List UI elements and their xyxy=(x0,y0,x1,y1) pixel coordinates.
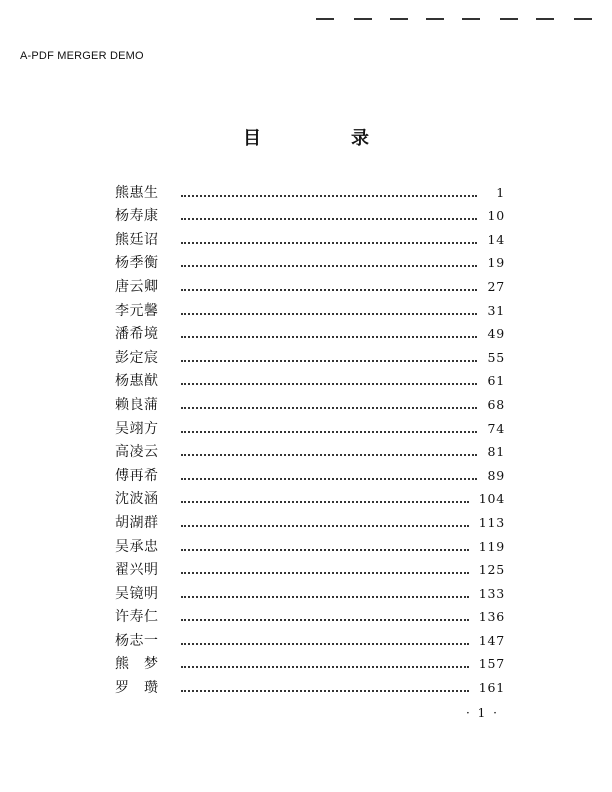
toc-entry xyxy=(115,296,505,320)
toc-entry-name: 杨志一 xyxy=(115,632,159,649)
toc-entry-name: 熊惠生 xyxy=(115,184,159,201)
toc-entry xyxy=(115,508,505,532)
toc-entry xyxy=(115,178,505,202)
toc-leader-dots xyxy=(181,360,477,362)
toc-leader-dots xyxy=(181,289,477,291)
toc-entry xyxy=(115,367,505,391)
toc-entry-name: 许寿仁 xyxy=(115,609,159,626)
page-number: · 1 · xyxy=(466,706,499,720)
toc-entry xyxy=(115,390,505,414)
toc-entry-name: 杨寿康 xyxy=(115,208,159,225)
toc-entry xyxy=(115,343,505,367)
page-title: 目 录 xyxy=(243,128,405,149)
toc-entry-name: 吴翊方 xyxy=(115,420,159,437)
toc-entry xyxy=(115,532,505,556)
toc-entry-page: 89 xyxy=(487,467,505,483)
toc-entry xyxy=(115,650,505,674)
toc-entry-name: 杨季衡 xyxy=(115,255,159,272)
toc-entry xyxy=(115,202,505,226)
toc-entry xyxy=(115,579,505,603)
toc-entry-page: 31 xyxy=(487,302,505,318)
toc-entry xyxy=(115,225,505,249)
toc-leader-dots xyxy=(181,454,477,456)
toc-entry-name: 唐云卿 xyxy=(115,278,159,295)
toc-leader-dots xyxy=(181,265,477,267)
toc-leader-dots xyxy=(181,195,477,197)
toc-entry-name: 罗 瓒 xyxy=(115,680,159,697)
toc-leader-dots xyxy=(181,407,477,409)
toc-entry-page: 113 xyxy=(478,514,505,530)
toc-entry-name: 高凌云 xyxy=(115,444,159,461)
toc-entry-page: 1 xyxy=(496,184,505,200)
toc-leader-dots xyxy=(181,242,477,244)
toc-entry-page: 10 xyxy=(487,208,505,224)
toc-entry-name: 熊廷诏 xyxy=(115,231,159,248)
toc-entry-page: 147 xyxy=(478,632,505,648)
toc-leader-dots xyxy=(181,501,469,503)
toc-entry-page: 14 xyxy=(487,231,505,247)
toc-entry-name: 傅再希 xyxy=(115,467,159,484)
toc-leader-dots xyxy=(181,596,469,598)
toc-entry-page: 55 xyxy=(487,349,505,365)
toc-entry-name: 胡湖群 xyxy=(115,514,159,531)
toc-entry-page: 125 xyxy=(478,562,505,578)
toc-entry xyxy=(115,485,505,509)
toc-entry-name: 赖良蒲 xyxy=(115,396,159,413)
toc-leader-dots xyxy=(181,313,477,315)
toc-entry-page: 157 xyxy=(478,656,505,672)
toc-leader-dots xyxy=(181,218,477,220)
toc-leader-dots xyxy=(181,549,469,551)
toc-entry-page: 19 xyxy=(487,255,505,271)
toc-leader-dots xyxy=(181,478,477,480)
toc-entry-name: 熊 梦 xyxy=(115,656,159,673)
toc-entry xyxy=(115,438,505,462)
toc-entry xyxy=(115,320,505,344)
toc-entry-page: 49 xyxy=(487,326,505,342)
header-rule xyxy=(316,18,596,22)
watermark-text: A-PDF MERGER DEMO xyxy=(20,50,144,62)
toc-entry-page: 136 xyxy=(478,609,505,625)
toc-entry-page: 68 xyxy=(487,396,505,412)
toc-entry-page: 27 xyxy=(487,278,505,294)
toc-leader-dots xyxy=(181,336,477,338)
toc-entry xyxy=(115,673,505,697)
toc-entry xyxy=(115,272,505,296)
toc-leader-dots xyxy=(181,643,469,645)
toc-entry-name: 吴镜明 xyxy=(115,585,159,602)
toc-leader-dots xyxy=(181,619,469,621)
toc-entry xyxy=(115,556,505,580)
toc-entry-name: 吴承忠 xyxy=(115,538,159,555)
toc-leader-dots xyxy=(181,690,469,692)
toc-entry xyxy=(115,603,505,627)
toc-entry xyxy=(115,626,505,650)
toc-entry xyxy=(115,461,505,485)
toc-entry-name: 彭定宸 xyxy=(115,349,159,366)
toc-entry-page: 104 xyxy=(478,491,505,507)
toc-entry-name: 杨惠猷 xyxy=(115,373,159,390)
toc-entry xyxy=(115,249,505,273)
toc-leader-dots xyxy=(181,572,469,574)
toc-entry-page: 61 xyxy=(487,373,505,389)
toc-leader-dots xyxy=(181,666,469,668)
toc-entry-page: 74 xyxy=(487,420,505,436)
toc-entry xyxy=(115,414,505,438)
toc-entry-page: 81 xyxy=(487,444,505,460)
toc-entry-name: 沈波涵 xyxy=(115,491,159,508)
toc-leader-dots xyxy=(181,431,477,433)
toc-leader-dots xyxy=(181,525,469,527)
toc-entry-page: 161 xyxy=(478,680,505,696)
toc-leader-dots xyxy=(181,383,477,385)
toc-entry-name: 翟兴明 xyxy=(115,562,159,579)
toc-entry-page: 119 xyxy=(478,538,505,554)
toc-entry-page: 133 xyxy=(478,585,505,601)
toc-entry-name: 潘希境 xyxy=(115,326,159,343)
toc-entry-name: 李元馨 xyxy=(115,302,159,319)
table-of-contents xyxy=(115,178,505,697)
